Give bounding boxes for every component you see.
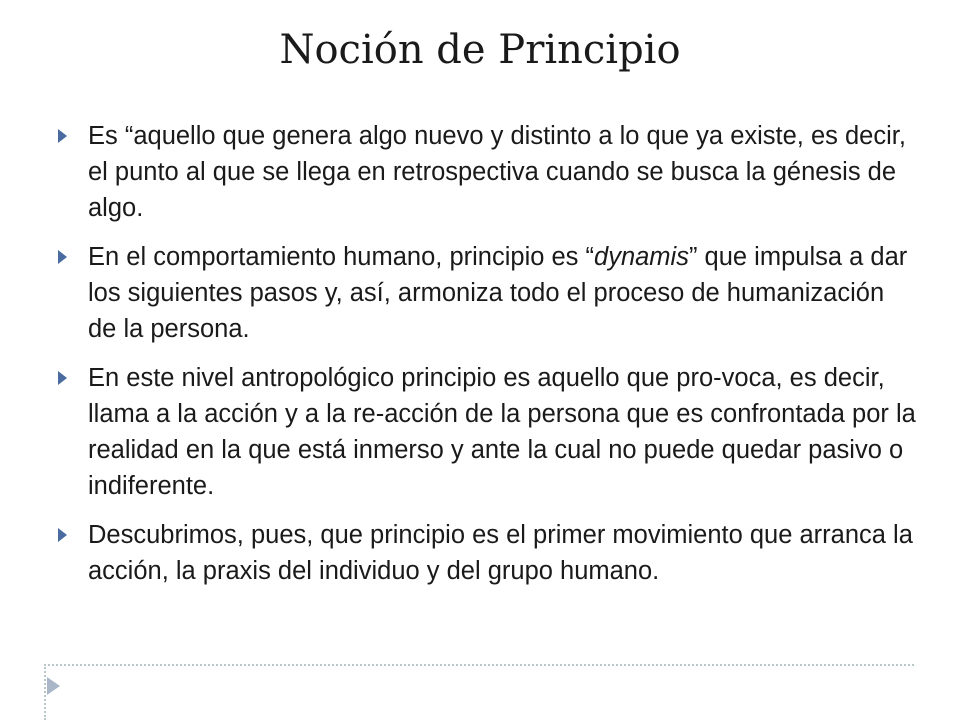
bullet-item [58,517,918,589]
triangle-bullet-icon [58,371,67,385]
bullet-text: En este nivel antropológico principio es aquello que pro-voca, es decir, llama a la acción y a la re-acción de la persona que es confrontada por la realidad en la que está inmerso y ante la cual no puede quedar pasivo o indiferente. [88,364,916,500]
triangle-bullet-icon [58,528,67,542]
bullet-text-emphasis: dynamis [594,243,689,271]
bullet-item [58,239,918,347]
bullet-text-after: ” que impulsa a dar los siguientes pasos y, así, armoniza todo el proceso de humanización de la persona. [88,243,908,343]
footer-divider [44,664,914,666]
bullet-list [58,118,918,602]
bullet-text: Es “aquello que genera algo nuevo y distinto a lo que ya existe, es decir, el punto al que se llega en retrospectiva cuando se busca la génesis de algo. [88,122,906,222]
triangle-bullet-icon [58,129,67,143]
footer-triangle-icon [47,677,60,695]
slide-title: Noción de Principio [279,27,681,73]
bullet-text: Descubrimos, pues, que principio es el primer movimiento que arranca la acción, la praxis del individuo y del grupo humano. [88,521,913,585]
triangle-bullet-icon [58,250,67,264]
bullet-item [58,360,918,504]
bullet-text-before: En el comportamiento humano, principio es “ [88,243,595,271]
footer-divider-vertical [44,664,46,720]
bullet-item [58,118,918,226]
